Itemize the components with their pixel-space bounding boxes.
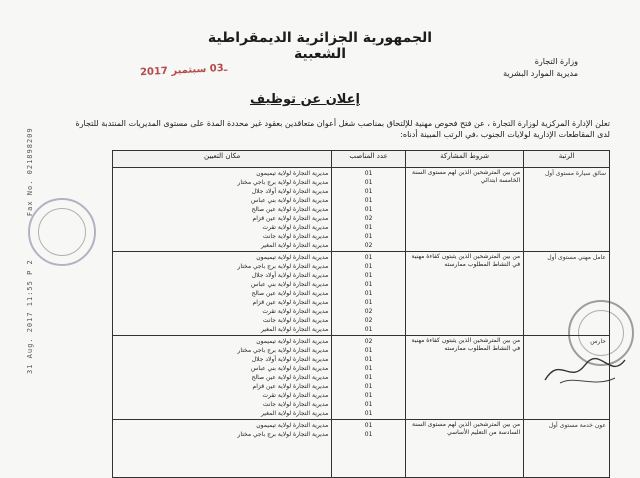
intro-paragraph: تعلن الإدارة المركزية لوزارة التجارة ، عن فتح فحوص مهنية للإلتحاق بمناصب شغل أعوان متعاقدين بعقود غير محددة المدة على مستوى المديريات المنتدبة للتجارة لدى المقاطعات الإدارية لولايات الجنوب ،في الرتب المبينة أدناه:: [75, 119, 610, 139]
ministry-block: [458, 56, 578, 80]
location-value: مديرية التجارة لولاية برج باجي مختار: [237, 431, 329, 438]
location-value: مديرية التجارة لولاية بني عباس: [251, 365, 329, 372]
count-cell: [332, 336, 406, 420]
rank-cell: حارس: [524, 336, 610, 420]
count-value: 02: [364, 242, 373, 249]
location-value: مديرية التجارة لولاية جانت: [262, 233, 329, 240]
location-value: مديرية التجارة لولاية عين صالح: [251, 206, 329, 213]
rank-cell: عون خدمة مستوى أول: [524, 420, 610, 478]
header-conditions: شروط المشاركة: [405, 151, 523, 168]
location-value: مديرية التجارة لولاية تيميمون: [256, 422, 329, 429]
rank-cell: عامل مهني مستوى أول: [524, 252, 610, 336]
conditions-cell: من بين المترشحين الذين لهم مستوى السنة الخامسة ابتدائي: [405, 168, 523, 252]
table-row: [113, 252, 610, 336]
ministry-name: وزارة التجارة: [534, 57, 578, 66]
location-value: مديرية التجارة لولاية المغير: [261, 410, 329, 417]
announcement-title: إعلان عن توظيف: [250, 92, 360, 107]
location-value: مديرية التجارة لولاية تيميمون: [256, 254, 329, 261]
location-value: مديرية التجارة لولاية المغير: [261, 326, 329, 333]
location-cell: [113, 336, 332, 420]
location-value: مديرية التجارة لولاية عين قزام: [252, 215, 329, 222]
count-cell: [332, 420, 406, 478]
count-value: 01: [364, 431, 373, 438]
count-cell: [332, 252, 406, 336]
header-rank: الرتبة: [524, 151, 610, 168]
count-value: 01: [364, 422, 373, 429]
header-location: مكان التعيين: [113, 151, 332, 168]
conditions-cell: من بين المترشحين الذين يثبتون كفاءة مهنية في النشاط المطلوب ممارسته: [405, 252, 523, 336]
location-value: مديرية التجارة لولاية بني عباس: [251, 197, 329, 204]
count-value: 01: [364, 347, 373, 354]
count-value: 01: [364, 326, 373, 333]
count-value: 01: [364, 401, 373, 408]
count-value: 01: [364, 197, 373, 204]
location-value: مديرية التجارة لولاية جانت: [262, 401, 329, 408]
count-cell: [332, 168, 406, 252]
fax-date: 31 Aug. 2017 11:55 P 2: [26, 259, 34, 374]
count-value: 01: [364, 281, 373, 288]
count-value: 01: [364, 254, 373, 261]
count-value: 01: [364, 365, 373, 372]
table-header-row: [113, 151, 610, 168]
location-value: مديرية التجارة لولاية عين صالح: [251, 374, 329, 381]
count-value: 01: [364, 290, 373, 297]
location-value: مديرية التجارة لولاية عين صالح: [251, 290, 329, 297]
location-value: مديرية التجارة لولاية أولاد جلال: [251, 188, 329, 195]
count-value: 01: [364, 299, 373, 306]
location-value: مديرية التجارة لولاية جانت: [262, 317, 329, 324]
rank-cell: سائق سيارة مستوى أول: [524, 168, 610, 252]
directorate-name: مديرية الموارد البشرية: [503, 69, 578, 78]
count-value: 01: [364, 170, 373, 177]
location-value: مديرية التجارة لولاية تيميمون: [256, 338, 329, 345]
location-value: مديرية التجارة لولاية تقرت: [262, 308, 329, 315]
location-value: مديرية التجارة لولاية برج باجي مختار: [237, 263, 329, 270]
count-value: 01: [364, 188, 373, 195]
positions-table: [112, 150, 610, 478]
table-row: [113, 420, 610, 478]
count-value: 01: [364, 392, 373, 399]
location-value: مديرية التجارة لولاية تقرت: [262, 224, 329, 231]
location-value: مديرية التجارة لولاية عين قزام: [252, 299, 329, 306]
location-value: مديرية التجارة لولاية بني عباس: [251, 281, 329, 288]
header-count: عدد المناصب: [332, 151, 406, 168]
count-value: 01: [364, 179, 373, 186]
location-cell: [113, 252, 332, 336]
count-value: 01: [364, 233, 373, 240]
official-seal-left: [28, 198, 96, 266]
location-cell: [113, 420, 332, 478]
count-value: 02: [364, 308, 373, 315]
location-value: مديرية التجارة لولاية أولاد جلال: [251, 272, 329, 279]
location-value: مديرية التجارة لولاية عين قزام: [252, 383, 329, 390]
location-cell: [113, 168, 332, 252]
count-value: 01: [364, 206, 373, 213]
count-value: 01: [364, 374, 373, 381]
count-value: 02: [364, 338, 373, 345]
count-value: 02: [364, 215, 373, 222]
conditions-cell: من بين المترشحين الذين يثبتون كفاءة مهنية في النشاط المطلوب ممارسته: [405, 336, 523, 420]
location-value: مديرية التجارة لولاية برج باجي مختار: [237, 347, 329, 354]
count-value: 02: [364, 317, 373, 324]
count-value: 01: [364, 383, 373, 390]
table-row: [113, 336, 610, 420]
table-row: [113, 168, 610, 252]
location-value: مديرية التجارة لولاية تقرت: [262, 392, 329, 399]
date-stamp: 2017 ـ03 سبتمبر: [139, 62, 228, 79]
republic-title: الجمهورية الجزائرية الديمقراطية الشعبية: [207, 30, 433, 62]
fax-number: Fax No. 021898209: [26, 127, 34, 217]
location-value: مديرية التجارة لولاية برج باجي مختار: [237, 179, 329, 186]
location-value: مديرية التجارة لولاية تيميمون: [256, 170, 329, 177]
location-value: مديرية التجارة لولاية أولاد جلال: [251, 356, 329, 363]
count-value: 01: [364, 224, 373, 231]
count-value: 01: [364, 410, 373, 417]
count-value: 01: [364, 356, 373, 363]
conditions-cell: من بين المترشحين الذين لهم مستوى السنة السادسة من التعليم الأساسي: [405, 420, 523, 478]
count-value: 01: [364, 263, 373, 270]
count-value: 01: [364, 272, 373, 279]
location-value: مديرية التجارة لولاية المغير: [261, 242, 329, 249]
